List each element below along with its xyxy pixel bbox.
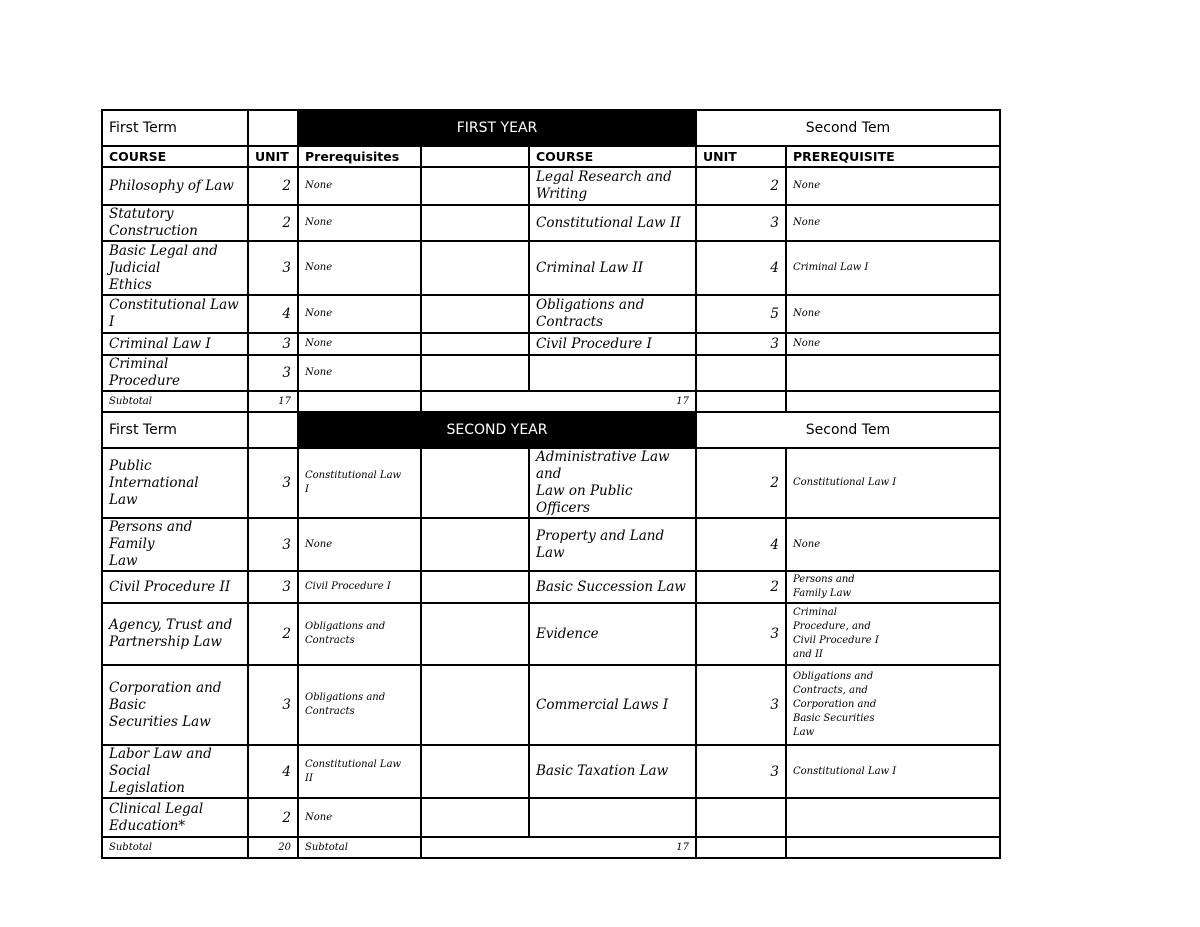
first-term-course: Agency, Trust and Partnership Law (102, 603, 248, 665)
second-term-course: Civil Procedure I (529, 333, 696, 355)
second-term-units: 4 (696, 241, 786, 295)
second-term-prerequisite: Criminal Law I (786, 241, 1000, 295)
blank-cell (421, 333, 529, 355)
subtotal-label-second: Subtotal (298, 837, 421, 858)
first-term-course: Basic Legal and Judicial Ethics (102, 241, 248, 295)
course-row (102, 665, 1000, 745)
second-term-units: 3 (696, 665, 786, 745)
course-row (102, 448, 1000, 518)
blank-cell (696, 837, 786, 858)
subtotal-second-units: 17 (421, 837, 696, 858)
course-row (102, 745, 1000, 798)
blank-cell (421, 241, 529, 295)
curriculum-table (101, 109, 1001, 859)
course-row (102, 518, 1000, 571)
blank-cell (421, 603, 529, 665)
second-term-course: Property and Land Law (529, 518, 696, 571)
subtotal-row (102, 391, 1000, 412)
second-term-units: 2 (696, 571, 786, 603)
blank-cell (421, 295, 529, 333)
prerequisites-header: Prerequisites (298, 146, 421, 167)
first-term-units: 3 (248, 333, 298, 355)
second-term-units: 3 (696, 603, 786, 665)
second-term-prerequisite (786, 355, 1000, 391)
first-term-units: 4 (248, 295, 298, 333)
second-term-course: Criminal Law II (529, 241, 696, 295)
course-row (102, 333, 1000, 355)
first-term-prerequisite: None (298, 798, 421, 837)
second-term-prerequisite: None (786, 295, 1000, 333)
course-row (102, 571, 1000, 603)
first-term-course: Philosophy of Law (102, 167, 248, 205)
second-term-course: Evidence (529, 603, 696, 665)
second-term-units: 4 (696, 518, 786, 571)
second-term-prerequisite: None (786, 518, 1000, 571)
second-term-prerequisite: None (786, 167, 1000, 205)
course-row (102, 355, 1000, 391)
second-term-prerequisite: Obligations and Contracts, and Corporation and Basic Securities Law (786, 665, 1000, 745)
second-term-course: Obligations and Contracts (529, 295, 696, 333)
first-term-units: 4 (248, 745, 298, 798)
second-term-prerequisite: Persons and Family Law (786, 571, 1000, 603)
subtotal-label: Subtotal (102, 391, 248, 412)
second-term-units: 3 (696, 745, 786, 798)
first-term-units: 3 (248, 518, 298, 571)
second-term-label: Second Tem (696, 412, 1000, 448)
second-term-units (696, 355, 786, 391)
blank-cell (421, 571, 529, 603)
first-term-units: 2 (248, 798, 298, 837)
blank-cell (421, 745, 529, 798)
second-term-course (529, 798, 696, 837)
subtotal-second-units: 17 (421, 391, 696, 412)
second-term-prerequisite: None (786, 333, 1000, 355)
course-row (102, 603, 1000, 665)
blank-cell (421, 355, 529, 391)
second-term-units: 3 (696, 205, 786, 241)
second-term-units: 2 (696, 167, 786, 205)
second-term-units: 3 (696, 333, 786, 355)
year-title: SECOND YEAR (298, 412, 696, 448)
first-term-course: Corporation and Basic Securities Law (102, 665, 248, 745)
second-term-units: 2 (696, 448, 786, 518)
second-term-prerequisite: Constitutional Law I (786, 745, 1000, 798)
second-term-label: Second Tem (696, 110, 1000, 146)
second-term-prerequisite: Criminal Procedure, and Civil Procedure I and II (786, 603, 1000, 665)
first-term-units: 3 (248, 665, 298, 745)
subtotal-row (102, 837, 1000, 858)
first-term-course: Constitutional Law I (102, 295, 248, 333)
blank-header (421, 146, 529, 167)
blank-cell (421, 798, 529, 837)
first-term-prerequisite: None (298, 205, 421, 241)
second-term-course: Constitutional Law II (529, 205, 696, 241)
subtotal-first-units: 17 (248, 391, 298, 412)
first-term-units: 2 (248, 205, 298, 241)
blank-cell (696, 391, 786, 412)
second-term-prerequisite: None (786, 205, 1000, 241)
first-term-course: Criminal Law I (102, 333, 248, 355)
course-row (102, 798, 1000, 837)
second-term-units (696, 798, 786, 837)
second-term-course: Commercial Laws I (529, 665, 696, 745)
first-term-units: 2 (248, 603, 298, 665)
first-term-prerequisite: None (298, 241, 421, 295)
band-empty-cell (248, 412, 298, 448)
blank-cell (786, 391, 1000, 412)
second-term-course: Legal Research and Writing (529, 167, 696, 205)
blank-cell (421, 205, 529, 241)
first-term-course: Clinical Legal Education* (102, 798, 248, 837)
second-term-course: Administrative Law and Law on Public Officers (529, 448, 696, 518)
first-term-units: 2 (248, 167, 298, 205)
first-term-course: Statutory Construction (102, 205, 248, 241)
second-term-course: Basic Taxation Law (529, 745, 696, 798)
curriculum-body (102, 110, 1000, 858)
course-row (102, 241, 1000, 295)
blank-cell (786, 837, 1000, 858)
year-title: FIRST YEAR (298, 110, 696, 146)
second-term-prerequisite (786, 798, 1000, 837)
subtotal-label: Subtotal (102, 837, 248, 858)
subtotal-label-second (298, 391, 421, 412)
first-term-units: 3 (248, 448, 298, 518)
blank-cell (421, 665, 529, 745)
course-header: COURSE (529, 146, 696, 167)
second-term-prerequisite: Constitutional Law I (786, 448, 1000, 518)
first-term-prerequisite: None (298, 295, 421, 333)
first-term-prerequisite: None (298, 355, 421, 391)
unit-header: UNIT (696, 146, 786, 167)
first-term-course: Persons and Family Law (102, 518, 248, 571)
first-term-prerequisite: None (298, 333, 421, 355)
first-term-prerequisite: Civil Procedure I (298, 571, 421, 603)
first-term-prerequisite: Constitutional Law II (298, 745, 421, 798)
first-term-units: 3 (248, 241, 298, 295)
course-row (102, 167, 1000, 205)
blank-cell (421, 518, 529, 571)
subtotal-first-units: 20 (248, 837, 298, 858)
second-term-course: Basic Succession Law (529, 571, 696, 603)
second-term-course (529, 355, 696, 391)
column-header-row (102, 146, 1000, 167)
first-term-units: 3 (248, 571, 298, 603)
first-term-course: Civil Procedure II (102, 571, 248, 603)
course-row (102, 295, 1000, 333)
first-term-prerequisite: None (298, 518, 421, 571)
second-term-units: 5 (696, 295, 786, 333)
first-term-label: First Term (102, 412, 248, 448)
unit-header: UNIT (248, 146, 298, 167)
band-empty-cell (248, 110, 298, 146)
first-term-label: First Term (102, 110, 248, 146)
second-year-band (102, 412, 1000, 448)
course-row (102, 205, 1000, 241)
first-term-course: Criminal Procedure (102, 355, 248, 391)
first-term-prerequisite: Obligations and Contracts (298, 603, 421, 665)
prerequisite-header: PREREQUISITE (786, 146, 1000, 167)
first-term-units: 3 (248, 355, 298, 391)
blank-cell (421, 167, 529, 205)
first-year-band (102, 110, 1000, 146)
course-header: COURSE (102, 146, 248, 167)
blank-cell (421, 448, 529, 518)
first-term-prerequisite: None (298, 167, 421, 205)
first-term-prerequisite: Constitutional Law I (298, 448, 421, 518)
first-term-prerequisite: Obligations and Contracts (298, 665, 421, 745)
first-term-course: Public International Law (102, 448, 248, 518)
first-term-course: Labor Law and Social Legislation (102, 745, 248, 798)
